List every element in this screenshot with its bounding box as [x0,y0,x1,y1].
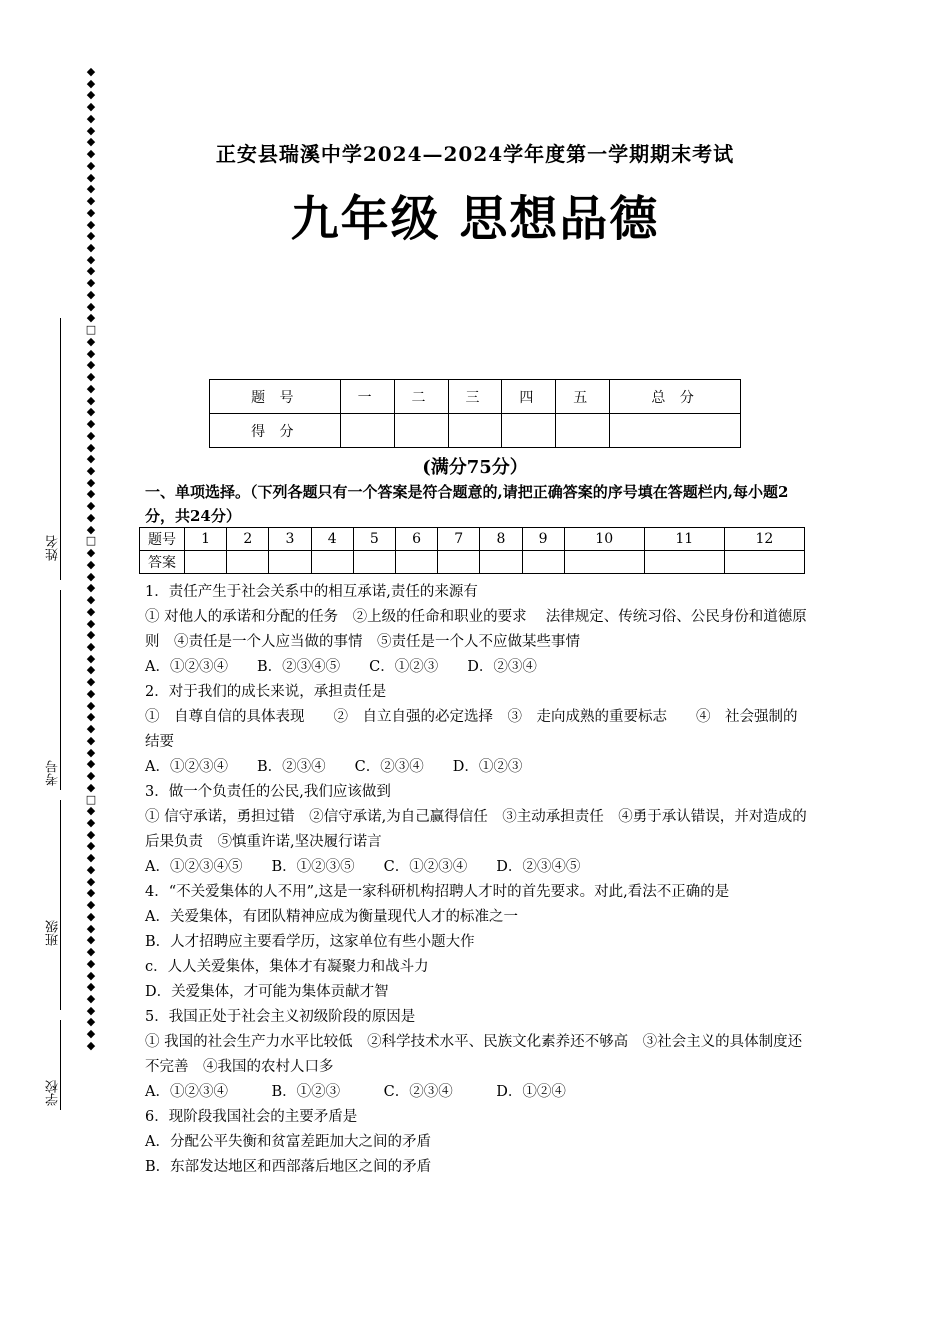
diamond-marker-icon: ◆ [86,311,96,325]
diamond-marker-icon: ◆ [86,827,96,841]
diamond-marker-icon: ◆ [86,370,96,384]
diamond-marker-icon: ◆ [86,945,96,959]
binding-label-exam-number: 考号 [46,760,61,786]
diamond-marker-icon: ◆ [86,440,96,454]
diamond-marker-icon: ◆ [86,158,96,172]
score-cell: 四 [502,380,556,414]
answer-input-cell[interactable] [269,551,311,574]
answer-number-cell: 11 [644,528,724,551]
diamond-marker-icon: ◆ [86,100,96,114]
diamond-marker-icon: ◆ [86,733,96,747]
diamond-marker-icon: ◆ [86,358,96,372]
diamond-marker-icon: ◆ [86,499,96,513]
question-option: B．东部发达地区和西部落后地区之间的矛盾 [145,1159,432,1175]
answer-number-cell: 2 [227,528,269,551]
diamond-marker-icon: ◆ [86,851,96,865]
score-input-cell[interactable] [556,414,610,448]
diamond-marker-icon: ◆ [86,651,96,665]
binding-slot-icon: □ [85,534,97,548]
diamond-marker-icon: ◆ [86,874,96,888]
score-cell: 题 号 [210,380,341,414]
diamond-marker-icon: ◆ [86,381,96,395]
diamond-marker-icon: ◆ [86,992,96,1006]
question-option: D．关爱集体，才可能为集体贡献才智 [145,984,389,1000]
diamond-marker-icon: ◆ [86,510,96,524]
diamond-marker-icon: ◆ [86,898,96,912]
score-cell: 一 [340,380,394,414]
diamond-marker-icon: ◆ [86,428,96,442]
score-cell: 三 [448,380,502,414]
question-stem: 5．我国正处于社会主义初级阶段的原因是 [145,1009,416,1025]
diamond-marker-icon: ◆ [86,205,96,219]
answer-row-head: 答案 [140,551,185,574]
diamond-marker-icon: ◆ [86,663,96,677]
diamond-marker-icon: ◆ [86,909,96,923]
question-1 [145,580,810,680]
question-options: A．①②③④⑤ B．①②③⑤ C．①②③④ D．②③④⑤ [145,859,581,875]
binding-label-school: 学校 [46,1080,61,1106]
diamond-marker-icon: ◆ [86,229,96,243]
answer-input-cell[interactable] [522,551,564,574]
score-input-cell[interactable] [394,414,448,448]
subject-title: 九年级 思想品德 [290,191,660,247]
binding-label-class: 班级 [46,920,61,946]
diamond-marker-icon: ◆ [86,88,96,102]
question-3 [145,780,810,880]
answer-table-answer-row [140,551,805,574]
diamond-marker-icon: ◆ [86,334,96,348]
answer-input-cell[interactable] [353,551,395,574]
diamond-marker-icon: ◆ [86,76,96,90]
diamond-marker-icon: ◆ [86,217,96,231]
question-2 [145,680,810,780]
diamond-marker-icon: ◆ [86,769,96,783]
question-stem: 1．责任产生于社会关系中的相互承诺,责任的来源有 [145,584,478,600]
diamond-marker-icon: ◆ [86,956,96,970]
diamond-marker-icon: ◆ [86,346,96,360]
score-cell: 总 分 [610,380,741,414]
diamond-marker-icon: ◆ [86,816,96,829]
score-table [209,379,741,448]
diamond-marker-icon: ◆ [86,546,96,560]
binding-line-class [60,800,61,1010]
diamond-marker-icon: ◆ [86,417,96,431]
answer-number-cell: 7 [438,528,480,551]
diamond-marker-icon: ◆ [86,111,96,125]
diamond-marker-icon: ◆ [86,628,96,642]
answer-input-cell[interactable] [480,551,522,574]
score-input-cell[interactable] [610,414,741,448]
question-option: c．人人关爱集体，集体才有凝聚力和战斗力 [145,959,429,975]
diamond-marker-icon: ◆ [86,581,96,595]
answer-table-number-row [140,528,805,551]
answer-number-cell: 6 [395,528,437,551]
diamond-marker-icon: ◆ [86,710,96,724]
answer-input-cell[interactable] [395,551,437,574]
score-input-cell[interactable] [340,414,394,448]
questions-list [145,580,810,1180]
school-exam-title: 正安县瑞溪中学2024—2024学年度第一学期期末考试 [215,142,735,166]
diamond-marker-icon: ◆ [86,393,96,407]
answer-number-cell: 10 [564,528,644,551]
binding-margin-markers [84,66,98,1052]
answer-number-cell: 12 [724,528,804,551]
diamond-marker-icon: ◆ [86,463,96,477]
diamond-marker-icon: ◆ [86,722,96,736]
diamond-marker-icon: ◆ [86,804,96,818]
answer-number-cell: 5 [353,528,395,551]
question-stem: 2．对于我们的成长来说，承担责任是 [145,684,387,700]
binding-slot-icon: □ [85,323,97,337]
question-6 [145,1105,810,1180]
question-5 [145,1005,810,1105]
question-stem: 6．现阶段我国社会的主要矛盾是 [145,1109,358,1125]
diamond-marker-icon: ◆ [86,522,96,536]
diamond-marker-icon: ◆ [86,569,96,583]
diamond-marker-icon: ◆ [86,980,96,994]
answer-input-cell[interactable] [644,551,724,574]
diamond-marker-icon: ◆ [86,264,96,278]
diamond-marker-icon: ◆ [86,557,96,571]
diamond-marker-icon: ◆ [86,968,96,982]
diamond-marker-icon: ◆ [86,862,96,876]
diamond-marker-icon: ◆ [86,170,96,184]
answer-number-cell: 1 [185,528,227,551]
question-option: A．分配公平失衡和贫富差距加大之间的矛盾 [145,1134,431,1150]
answer-input-cell[interactable] [185,551,227,574]
question-body: ① 我国的社会生产力水平比较低 ②科学技术水平、民族文化素养还不够高 ③社会主义的具体制度还不完善 ④我国的农村人口多 [145,1034,803,1075]
question-stem: 4．“不关爱集体的人不用”,这是一家科研机构招聘人才时的首先要求。对此,看法不正确的是 [145,884,730,900]
diamond-marker-icon: ◆ [86,123,96,137]
diamond-marker-icon: ◆ [86,886,96,900]
diamond-marker-icon: ◆ [86,252,96,266]
answer-number-cell: 4 [311,528,353,551]
diamond-marker-icon: ◆ [86,1015,96,1029]
score-table-header-row [210,380,741,414]
binding-label-name: 姓名 [46,535,61,561]
diamond-marker-icon: ◆ [86,147,96,161]
diamond-marker-icon: ◆ [86,66,96,78]
answer-row-head: 题号 [140,528,185,551]
diamond-marker-icon: ◆ [86,452,96,466]
diamond-marker-icon: ◆ [86,405,96,419]
score-cell: 五 [556,380,610,414]
diamond-marker-icon: ◆ [86,475,96,489]
diamond-marker-icon: ◆ [86,182,96,196]
answer-input-cell[interactable] [311,551,353,574]
question-options: A．①②③④ B．②③④⑤ C．①②③ D．②③④ [145,659,537,675]
score-cell: 得 分 [210,414,341,448]
diamond-marker-icon: ◆ [86,135,96,149]
question-options: A．①②③④ B．①②③ C．②③④ D．①②④ [145,1084,566,1100]
score-input-cell[interactable] [448,414,502,448]
diamond-marker-icon: ◆ [86,686,96,700]
diamond-marker-icon: ◆ [86,299,96,313]
question-body: ① 对他人的承诺和分配的任务 ②上级的任命和职业的要求 法律规定、传统习俗、公民身份和道德原则 ④责任是一个人应当做的事情 ⑤责任是一个人不应做某些事情 [145,609,807,650]
question-stem: 3．做一个负责任的公民,我们应该做到 [145,784,391,800]
question-option: B．人才招聘应主要看学历，这家单位有些小题大作 [145,934,475,950]
question-options: A．①②③④ B．②③④ C．②③④ D．①②③ [145,759,523,775]
answer-number-cell: 8 [480,528,522,551]
diamond-marker-icon: ◆ [86,639,96,653]
diamond-marker-icon: ◆ [86,698,96,712]
diamond-marker-icon: ◆ [86,287,96,301]
answer-table [139,527,805,574]
diamond-marker-icon: ◆ [86,1027,96,1041]
full-marks: (满分75分） [422,457,528,478]
diamond-marker-icon: ◆ [86,921,96,935]
diamond-marker-icon: ◆ [86,757,96,771]
diamond-marker-icon: ◆ [86,276,96,290]
diamond-marker-icon: ◆ [86,1003,96,1017]
diamond-marker-icon: ◆ [86,593,96,607]
question-body: ① 自尊自信的具体表现 ② 自立自强的必定选择 ③ 走向成熟的重要标志 ④ 社会强制的结要 [145,709,798,750]
diamond-marker-icon: ◆ [86,933,96,947]
answer-number-cell: 9 [522,528,564,551]
section-1-heading: 一、单项选择。（下列各题只有一个答案是符合题意的,请把正确答案的序号填在答题栏内,每小题2分，共24分） [145,483,789,525]
answer-input-cell[interactable] [438,551,480,574]
diamond-marker-icon: ◆ [86,487,96,501]
binding-slot-icon: □ [85,792,97,806]
answer-input-cell[interactable] [227,551,269,574]
answer-number-cell: 3 [269,528,311,551]
diamond-marker-icon: ◆ [86,675,96,689]
score-table-score-row [210,414,741,448]
question-option: A．关爱集体，有团队精神应成为衡量现代人才的标准之一 [145,909,518,925]
diamond-marker-icon: ◆ [86,745,96,759]
diamond-marker-icon: ◆ [86,780,96,794]
diamond-marker-icon: ◆ [86,1038,96,1052]
diamond-marker-icon: ◆ [86,241,96,255]
diamond-marker-icon: ◆ [86,604,96,618]
diamond-marker-icon: ◆ [86,839,96,853]
score-input-cell[interactable] [502,414,556,448]
score-cell: 二 [394,380,448,414]
answer-input-cell[interactable] [564,551,644,574]
question-4 [145,880,810,1005]
diamond-marker-icon: ◆ [86,616,96,630]
diamond-marker-icon: ◆ [86,194,96,208]
question-body: ① 信守承诺，勇担过错 ②信守承诺,为自己赢得信任 ③主动承担责任 ④勇于承认错误，并对造成的后果负责 ⑤慎重许诺,坚决履行诺言 [145,809,807,850]
answer-input-cell[interactable] [724,551,804,574]
